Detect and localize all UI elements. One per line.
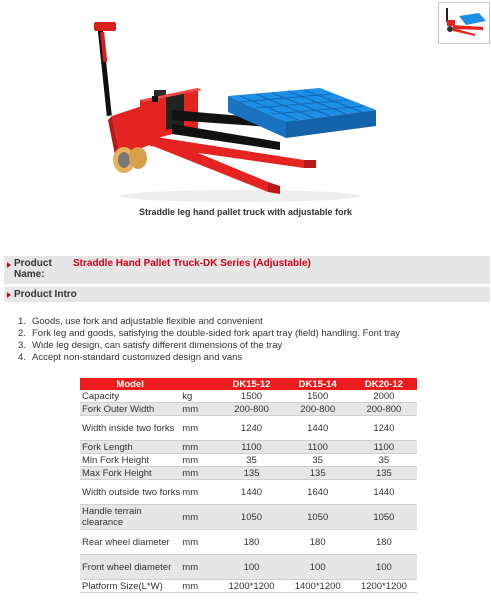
spec-unit-cell: kg (182, 390, 193, 402)
spec-value-dk15-12: 1050 (240, 511, 263, 523)
spec-value-dk15-14: 1440 (307, 422, 329, 434)
intro-list-item: 4. Accept non-standard customized design and vans (18, 352, 243, 363)
spec-value-dk15-12: 1100 (241, 441, 262, 453)
product-image-caption: Straddle leg hand pallet truck with adjustable fork (138, 207, 353, 217)
spec-value-dk15-14: 1640 (307, 486, 329, 498)
table-row (80, 555, 417, 580)
spec-value-dk20-12: 180 (375, 536, 392, 548)
product-thumbnail[interactable] (438, 2, 490, 44)
spec-value-dk20-12: 2000 (373, 390, 395, 402)
spec-value-dk15-14: 35 (312, 454, 323, 466)
intro-list-item: 2. Fork leg and goods, satisfying the double-sided fork apart tray (field) handling. Font tray (18, 328, 401, 339)
product-name-row (4, 256, 490, 284)
spec-unit-cell: mm (182, 454, 199, 466)
spec-value-dk15-12: 1440 (240, 486, 263, 498)
spec-name-cell: Max Fork Height (82, 467, 152, 479)
table-row (80, 580, 417, 593)
spec-name-cell: Platform Size(L*W) (82, 580, 163, 592)
spec-unit-cell: mm (182, 467, 199, 479)
spec-name-cell: Front wheel diameter (82, 561, 172, 573)
header-dk15-12: DK15-12 (218, 378, 284, 390)
spec-name-cell: Min Fork Height (82, 454, 150, 466)
table-row (80, 530, 417, 555)
spec-name-cell: Capacity (82, 390, 119, 402)
spec-unit-cell: mm (182, 441, 199, 453)
spec-name-cell: Width inside two forks (82, 422, 175, 434)
spec-value-dk15-14: 1500 (307, 390, 329, 402)
spec-value-dk20-12: 1440 (373, 486, 395, 498)
spec-unit-cell: mm (182, 536, 199, 548)
spec-name-cell: Width outside two forks (82, 486, 181, 498)
spec-value-dk20-12: 200-800 (366, 403, 402, 415)
spec-value-dk15-12: 200-800 (234, 403, 269, 415)
spec-value-dk15-14: 100 (309, 561, 326, 573)
spec-value-dk20-12: 135 (375, 467, 392, 479)
spec-name-cell: Fork Length (82, 441, 133, 453)
pallet-truck-thumbnail-image (439, 3, 489, 43)
spec-value-dk15-14: 1050 (307, 511, 329, 523)
spec-value-dk15-12: 180 (243, 536, 260, 548)
spec-name-cell: Handle terrain clearance (82, 506, 142, 528)
spec-value-dk15-12: 1200*1200 (228, 580, 275, 592)
pallet-truck-product-image (80, 10, 420, 206)
product-name-value: Straddle Hand Pallet Truck-DK Series (Adjustable) (73, 258, 311, 269)
specification-table (80, 378, 417, 593)
spec-value-dk15-14: 180 (309, 536, 326, 548)
red-triangle-bullet-icon (7, 292, 11, 298)
table-row (80, 505, 417, 530)
table-row (80, 480, 417, 505)
product-intro-label: Product Intro (14, 289, 77, 300)
product-intro-row (4, 287, 490, 302)
spec-value-dk20-12: 1050 (373, 511, 395, 523)
table-row (80, 416, 417, 441)
table-row (80, 390, 417, 403)
spec-unit-cell: mm (182, 486, 199, 498)
product-name-label: Product Name: (14, 258, 52, 280)
spec-value-dk15-12: 1500 (240, 390, 263, 402)
spec-value-dk20-12: 100 (375, 561, 392, 573)
table-header-row (80, 378, 417, 390)
spec-value-dk15-14: 1400*1200 (294, 580, 341, 592)
spec-name-cell: Fork Outer Width (82, 403, 155, 415)
spec-value-dk15-12: 100 (243, 561, 260, 573)
spec-value-dk15-14: 200-800 (300, 403, 336, 415)
spec-unit-cell: mm (182, 561, 199, 573)
table-row (80, 403, 417, 416)
spec-unit-cell: mm (182, 511, 199, 523)
spec-unit-cell: mm (182, 403, 199, 415)
spec-value-dk15-14: 135 (309, 467, 326, 479)
intro-list-item: 1. Goods, use fork and adjustable flexible and convenient (18, 316, 263, 327)
table-row (80, 454, 417, 467)
spec-value-dk15-12: 1240 (240, 422, 263, 434)
spec-value-dk20-12: 1240 (373, 422, 395, 434)
header-dk15-14: DK15-14 (285, 378, 351, 390)
spec-value-dk20-12: 1100 (373, 441, 395, 453)
product-intro-list (18, 316, 400, 364)
spec-value-dk15-14: 1100 (307, 441, 328, 453)
header-unit (180, 378, 218, 390)
spec-value-dk15-12: 35 (246, 454, 257, 466)
table-row (80, 441, 417, 454)
intro-list-item: 3. Wide leg design, can satisfy different dimensions of the tray (18, 340, 283, 351)
spec-value-dk20-12: 35 (378, 454, 390, 466)
spec-value-dk20-12: 1200*1200 (360, 580, 407, 592)
header-model: Model (80, 378, 180, 390)
spec-unit-cell: mm (182, 580, 199, 592)
header-dk20-12: DK20-12 (351, 378, 417, 390)
spec-name-cell: Rear wheel diameter (82, 536, 170, 548)
spec-unit-cell: mm (182, 422, 199, 434)
table-row (80, 467, 417, 480)
spec-value-dk15-12: 135 (243, 467, 260, 479)
red-triangle-bullet-icon (7, 262, 11, 268)
